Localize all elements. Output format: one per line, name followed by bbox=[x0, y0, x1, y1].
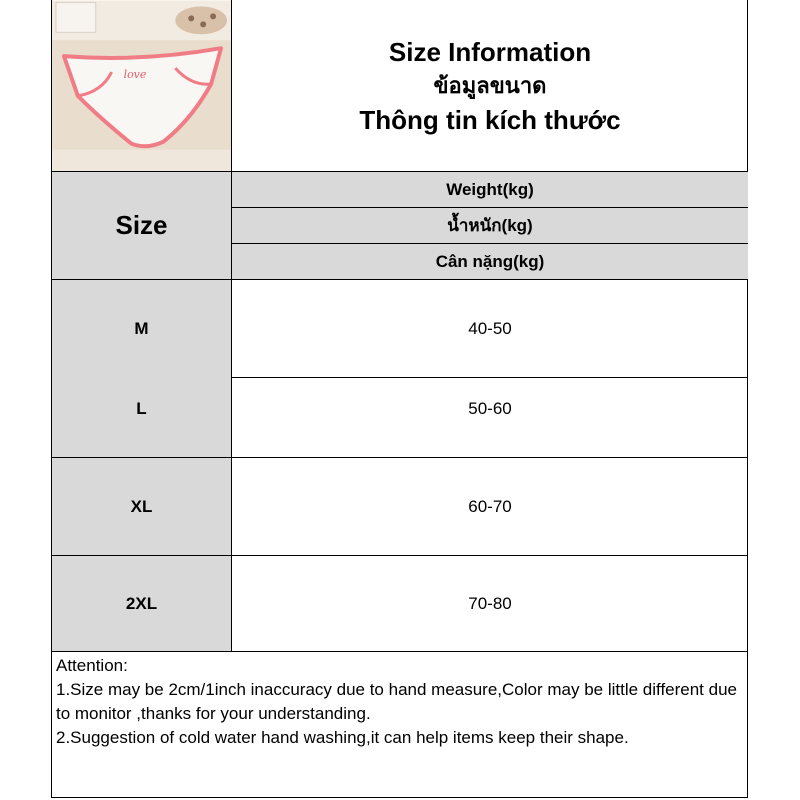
title-thai: ข้อมูลขนาด bbox=[433, 72, 547, 98]
size-cell-l: L bbox=[52, 360, 232, 458]
title-vietnamese: Thông tin kích thước bbox=[359, 104, 621, 135]
attention-note-2: 2.Suggestion of cold water hand washing,it can help items keep their shape. bbox=[56, 728, 629, 747]
product-photo bbox=[52, 0, 232, 172]
attention-notes bbox=[52, 652, 747, 797]
size-cell-2xl: 2XL bbox=[52, 556, 232, 652]
weight-cell-2xl: 70-80 bbox=[232, 556, 748, 652]
product-image bbox=[52, 0, 231, 172]
weight-header-english: Weight(kg) bbox=[232, 172, 748, 208]
size-cell-m: M bbox=[52, 280, 232, 378]
size-header: Size bbox=[52, 172, 232, 280]
weight-header-thai: น้ำหนัก(kg) bbox=[232, 208, 748, 244]
weight-cell-xl: 60-70 bbox=[232, 458, 748, 556]
attention-note-1: 1.Size may be 2cm/1inch inaccuracy due to hand measure,Color may be little different due to monitor ,thanks for your understanding. bbox=[56, 680, 742, 723]
weight-header-vietnamese: Cân nặng(kg) bbox=[232, 244, 748, 280]
size-chart bbox=[51, 0, 748, 798]
size-cell-xl: XL bbox=[52, 458, 232, 556]
title-block bbox=[232, 0, 748, 172]
print-text: love bbox=[123, 67, 147, 81]
weight-cell-l: 50-60 bbox=[232, 360, 748, 458]
weight-cell-m: 40-50 bbox=[232, 280, 748, 378]
attention-heading: Attention: bbox=[56, 656, 128, 675]
title-english: Size Information bbox=[388, 36, 592, 67]
